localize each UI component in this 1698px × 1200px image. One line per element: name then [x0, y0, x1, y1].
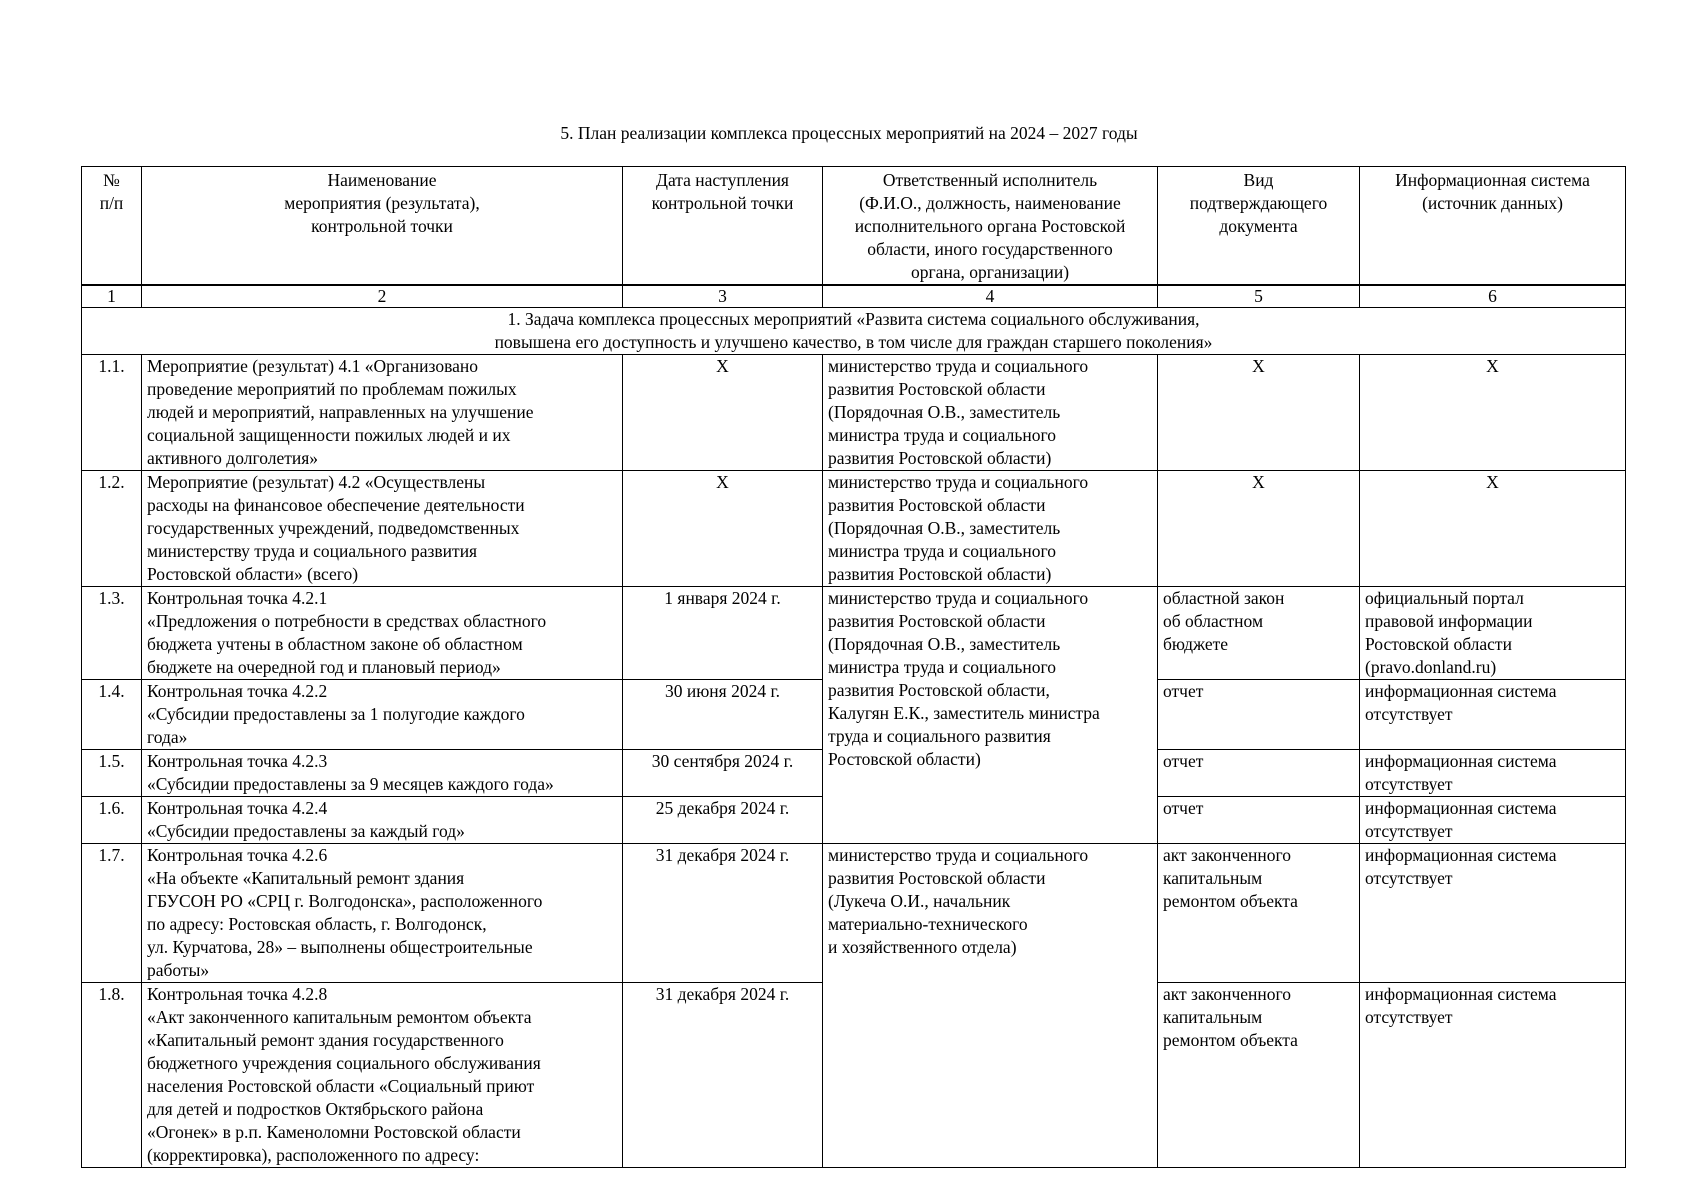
- column-number: 3: [623, 285, 823, 308]
- page-title: 5. План реализации комплекса процессных мероприятий на 2024 – 2027 годы: [560, 123, 1138, 143]
- row-document: отчет: [1158, 750, 1360, 797]
- row-number: 1.2.: [82, 471, 142, 587]
- row-info-system: информационная система отсутствует: [1360, 844, 1626, 983]
- row-info-system: Х: [1360, 471, 1626, 587]
- table-header-row: [82, 167, 1626, 286]
- section-row: [82, 308, 1626, 355]
- row-info-system: официальный портал правовой информации Ростовской области (pravo.donland.ru): [1360, 587, 1626, 680]
- table-row: [82, 587, 1626, 680]
- section-title: 1. Задача комплекса процессных мероприятий «Развита система социального обслуживания, повышена его доступность и улучшено качество, в том числе для граждан старшего поколения»: [82, 308, 1626, 355]
- row-date: Х: [623, 471, 823, 587]
- row-name: Мероприятие (результат) 4.1 «Организовано проведение мероприятий по проблемам пожилых людей и мероприятий, направленных на улучшение социальной защищенности пожилых людей и их активного долголетия»: [142, 355, 623, 471]
- row-number: 1.7.: [82, 844, 142, 983]
- row-info-system: информационная система отсутствует: [1360, 983, 1626, 1168]
- row-name: Контрольная точка 4.2.2 «Субсидии предоставлены за 1 полугодие каждого года»: [142, 680, 623, 750]
- row-number: 1.8.: [82, 983, 142, 1168]
- row-responsible: министерство труда и социального развития Ростовской области (Порядочная О.В., заместитель министра труда и социального развития Ростовской области, Калугян Е.К., заместитель министра труда и социального развития Ростовской области): [823, 587, 1158, 844]
- column-numbers-row: [82, 285, 1626, 308]
- column-number: 1: [82, 285, 142, 308]
- row-info-system: информационная система отсутствует: [1360, 680, 1626, 750]
- header-name: Наименование мероприятия (результата), контрольной точки: [142, 167, 623, 286]
- row-info-system: информационная система отсутствует: [1360, 797, 1626, 844]
- column-number: 2: [142, 285, 623, 308]
- row-document: областной закон об областном бюджете: [1158, 587, 1360, 680]
- row-responsible: министерство труда и социального развития Ростовской области (Порядочная О.В., заместитель министра труда и социального развития Ростовской области): [823, 355, 1158, 471]
- row-number: 1.6.: [82, 797, 142, 844]
- row-date: Х: [623, 355, 823, 471]
- plan-table: [81, 166, 1626, 1168]
- row-name: Контрольная точка 4.2.3 «Субсидии предоставлены за 9 месяцев каждого года»: [142, 750, 623, 797]
- column-number: 6: [1360, 285, 1626, 308]
- row-name: Контрольная точка 4.2.6 «На объекте «Капитальный ремонт здания ГБУСОН РО «СРЦ г. Волгодонска», расположенного по адресу: Ростовская область, г. Волгодонск, ул. Курчатова, 28» – выполнены общестроительные работы»: [142, 844, 623, 983]
- row-document: Х: [1158, 355, 1360, 471]
- row-document: отчет: [1158, 797, 1360, 844]
- row-name: Контрольная точка 4.2.4 «Субсидии предоставлены за каждый год»: [142, 797, 623, 844]
- row-date: 25 декабря 2024 г.: [623, 797, 823, 844]
- row-number: 1.4.: [82, 680, 142, 750]
- row-number: 1.3.: [82, 587, 142, 680]
- row-date: 30 июня 2024 г.: [623, 680, 823, 750]
- row-number: 1.5.: [82, 750, 142, 797]
- row-number: 1.1.: [82, 355, 142, 471]
- table-row: [82, 355, 1626, 471]
- header-info-system: Информационная система (источник данных): [1360, 167, 1626, 286]
- row-document: акт законченного капитальным ремонтом объекта: [1158, 983, 1360, 1168]
- row-document: Х: [1158, 471, 1360, 587]
- row-name: Контрольная точка 4.2.1 «Предложения о потребности в средствах областного бюджета учтены в областном законе об областном бюджете на очередной год и плановый период»: [142, 587, 623, 680]
- header-document: Вид подтверждающего документа: [1158, 167, 1360, 286]
- row-info-system: Х: [1360, 355, 1626, 471]
- header-num: № п/п: [82, 167, 142, 286]
- row-date: 1 января 2024 г.: [623, 587, 823, 680]
- row-date: 30 сентября 2024 г.: [623, 750, 823, 797]
- row-responsible: министерство труда и социального развития Ростовской области (Лукеча О.И., начальник материально-технического и хозяйственного отдела): [823, 844, 1158, 1168]
- table-row: [82, 844, 1626, 983]
- column-number: 4: [823, 285, 1158, 308]
- row-date: 31 декабря 2024 г.: [623, 844, 823, 983]
- row-date: 31 декабря 2024 г.: [623, 983, 823, 1168]
- table-row: [82, 471, 1626, 587]
- header-date: Дата наступления контрольной точки: [623, 167, 823, 286]
- header-responsible: Ответственный исполнитель (Ф.И.О., должность, наименование исполнительного органа Ростовской области, иного государственного органа, организации): [823, 167, 1158, 286]
- row-name: Контрольная точка 4.2.8 «Акт законченного капитальным ремонтом объекта «Капитальный ремонт здания государственного бюджетного учреждения социального обслуживания населения Ростовской области «Социальный приют для детей и подростков Октябрьского района «Огонек» в р.п. Каменоломни Ростовской области (корректировка), расположенного по адресу:: [142, 983, 623, 1168]
- row-responsible: министерство труда и социального развития Ростовской области (Порядочная О.В., заместитель министра труда и социального развития Ростовской области): [823, 471, 1158, 587]
- column-number: 5: [1158, 285, 1360, 308]
- row-document: отчет: [1158, 680, 1360, 750]
- row-info-system: информационная система отсутствует: [1360, 750, 1626, 797]
- row-name: Мероприятие (результат) 4.2 «Осуществлены расходы на финансовое обеспечение деятельности государственных учреждений, подведомственных министерству труда и социального развития Ростовской области» (всего): [142, 471, 623, 587]
- row-document: акт законченного капитальным ремонтом объекта: [1158, 844, 1360, 983]
